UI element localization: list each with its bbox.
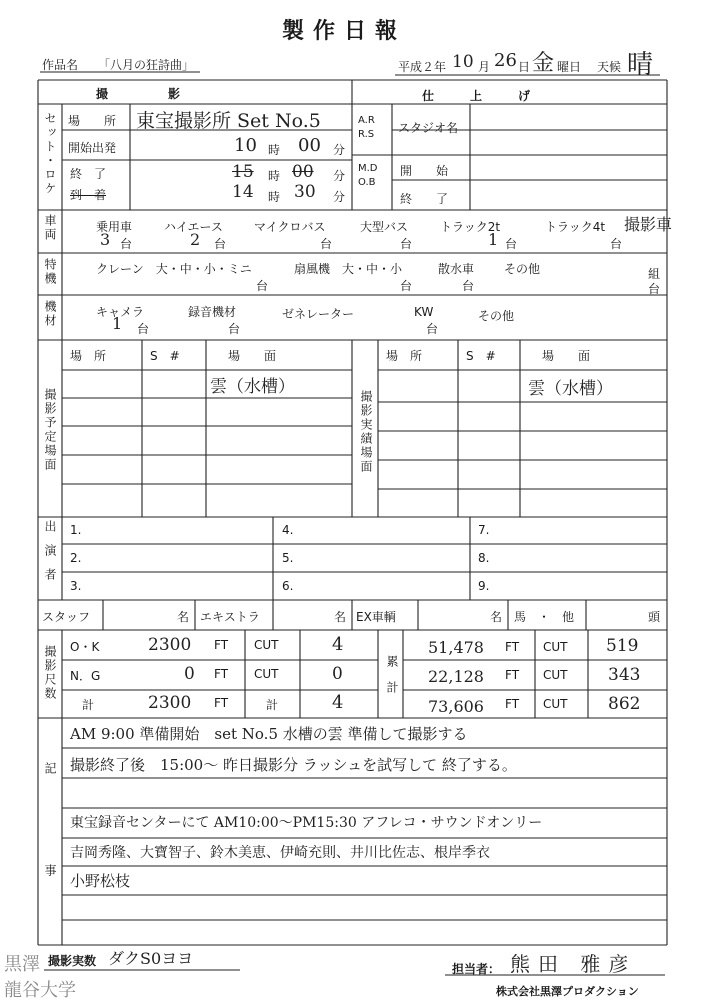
staff-unit: 名 [177,610,190,624]
date-month: 10 [452,52,474,72]
ng-total-ft: 22,128 [428,667,484,686]
place-value: 東宝撮影所 Set No.5 [136,110,321,132]
vehicle-sedan-unit: 台 [120,237,133,251]
ok-label: O・K [70,640,100,654]
ok-ft-unit: FT [214,638,229,652]
end-min: 30 [294,182,316,202]
date-weekday-unit: 曜日 [557,60,582,74]
equipment-label: 機材 [43,300,57,328]
arrive-label: 到 着 [70,188,107,202]
equip-kw: KW [414,305,434,319]
special-fan-unit: 台 [400,279,413,293]
special-other-unit-2: 台 [648,282,661,296]
ng-ft-unit: FT [214,667,229,681]
vehicle-truck2t-count: 1 [488,230,499,249]
sum-cut-label: 計 [266,698,279,712]
planned-place-header: 場 所 [70,349,107,363]
note-line-5: 吉岡秀隆、大寶智子、鈴木美恵、伊崎充則、井川比佐志、根岸季衣 [70,845,490,861]
actual-scenes-label: 撮影実績場面 [359,390,373,474]
cast-5: 5. [282,551,294,565]
vehicle-hiace-count: 2 [190,230,201,249]
equip-other: その他 [478,309,515,323]
weather-value: 晴 [627,50,654,80]
start-hour-unit: 時 [268,143,281,157]
actual-days-value: ダクS0ヨヨ [108,949,194,968]
special-other-unit: 組 [648,267,661,281]
sum-label: 計 [82,698,95,712]
ex-vehicle-unit: 名 [490,610,503,624]
person-name: 熊田 雅彦 [510,952,637,976]
person-label: 担当者： [452,962,501,976]
date-day: 26 [494,50,517,71]
set-loca-label: セット・ロケ [43,112,57,196]
ok-cut: 4 [332,634,344,655]
start-min: 00 [298,135,321,156]
date-month-unit: 月 [478,60,491,74]
vehicle-hiace: ハイエース [164,220,223,234]
note-line-6: 小野松枝 [70,872,131,890]
watermark-line1: 黒澤 [4,954,40,975]
ok-ft: 2300 [148,635,192,655]
end-hour-struck: 15 [232,162,254,182]
cast-3: 3. [70,579,82,593]
start-label: 開始出発 [68,141,117,155]
cast-label: 出演者 [43,520,57,592]
ng-total-ft-unit: FT [505,668,520,682]
end-label: 終 了 [70,167,107,181]
end-hour-unit-2: 時 [268,190,281,204]
sum-total-cut-unit: CUT [543,697,568,711]
cast-1: 1. [70,523,82,537]
actual-scene-header: 場 面 [542,349,591,363]
cast-9: 9. [478,579,490,593]
actual-s-header: S # [466,349,496,363]
company-name: 株式会社黒澤プロダクション [496,985,639,998]
extra-unit: 名 [334,610,347,624]
special-other: その他 [504,262,541,276]
staff-label: スタッフ [42,610,91,624]
cast-2: 2. [70,551,82,565]
sum-ft: 2300 [148,693,192,713]
special-fan: 扇風機 大・中・小 [294,262,403,276]
work-label: 作品名 [42,58,79,72]
vehicle-truck2t: トラック2t [440,220,501,234]
equip-sound-unit: 台 [228,322,241,336]
end-hour-unit: 時 [268,169,281,183]
vehicle-sedan: 乗用車 [96,220,133,234]
equip-sound: 録音機材 [188,305,237,319]
sum-ft-unit: FT [214,696,229,710]
cast-8: 8. [478,551,490,565]
finish-open-label: 開 始 [400,164,449,178]
vehicle-hiace-unit: 台 [214,237,227,251]
end-min-struck: 00 [292,162,314,182]
actual-place-header: 場 所 [386,349,423,363]
cast-4: 4. [282,523,294,537]
place-label: 場 所 [68,114,117,128]
vehicle-bigbus-unit: 台 [400,237,413,251]
note-line-4: 東宝録音センターにて AM10:00〜PM15:30 アフレコ・サウンドオンリー [70,815,543,831]
work-title: 「八月の狂詩曲」 [98,58,195,72]
special-water: 散水車 [438,262,475,276]
planned-s-header: S # [150,349,180,363]
vehicle-microbus: マイクロバス [254,220,326,234]
ng-cut-unit: CUT [254,667,279,681]
studio-label: スタジオ名 [398,121,459,135]
sum-total-ft: 73,606 [428,697,484,716]
note-line-2: 撮影終了後 15:00〜 昨日撮影分 ラッシュを試写して 終了する。 [70,756,517,774]
equip-camera-unit: 台 [137,322,150,336]
planned-scene-value: 雲（水槽） [210,377,295,397]
special-crane-unit: 台 [256,279,269,293]
vehicle-note: 撮影車 [624,215,673,234]
end-min-unit-2: 分 [333,190,346,204]
ng-ft: 0 [184,664,195,684]
horse-unit: 頭 [648,610,661,624]
equip-generator: ゼネレーター [282,307,355,321]
notes-label: 記事 [43,762,57,966]
ar-rs-label: A.R R.S [358,115,375,140]
equip-camera: キャメラ [96,305,145,319]
ok-total-cut-unit: CUT [543,640,568,654]
vehicle-microbus-unit: 台 [320,237,333,251]
vehicle-truck4t-unit: 台 [610,237,623,251]
page-title: 製作日報 [282,19,407,44]
ex-vehicle-label: EX車輌 [356,610,396,624]
actual-days-label: 撮影実数 [48,954,97,968]
special-water-unit: 台 [462,279,475,293]
equip-kw-unit: 台 [426,322,439,336]
weather-label: 天候 [597,60,622,74]
special-crane: クレーン 大・中・小・ミニ [96,262,252,276]
finish-close-label: 終 了 [400,192,449,206]
sum-cut: 4 [332,692,344,713]
actual-scene-value: 雲（水槽） [528,379,613,399]
horse-label: 馬 ・ 他 [514,610,575,624]
end-hour: 14 [232,182,254,202]
planned-scene-header: 場 面 [228,349,277,363]
start-min-unit: 分 [333,143,346,157]
note-line-1: AM 9:00 準備開始 set No.5 水槽の雲 準備して撮影する [70,725,468,743]
vehicle-bigbus: 大型バス [360,220,409,234]
footage-label: 撮影尺数 [43,645,57,701]
section-finishing: 仕 上 げ [422,89,531,103]
watermark-line2: 龍谷大学 [4,980,76,1001]
sum-total-cut: 862 [608,694,641,714]
cumulative-label: 累計 [385,655,399,707]
section-shooting: 撮 影 [96,87,181,101]
planned-scenes-label: 撮影予定場面 [43,388,57,472]
special-label: 特機 [43,258,57,286]
ok-cut-unit: CUT [254,638,279,652]
vehicles-label: 車両 [43,214,57,242]
cast-7: 7. [478,523,490,537]
md-ob-label: M.D O.B [358,163,378,188]
ng-total-cut: 343 [608,665,641,685]
ok-total-ft-unit: FT [505,640,520,654]
extra-label: エキストラ [200,610,260,624]
ng-total-cut-unit: CUT [543,668,568,682]
ng-label: N．G [70,669,101,683]
date-era: 平成２年 [398,60,447,74]
date-day-unit: 日 [518,60,531,74]
ng-cut: 0 [332,664,343,684]
start-hour: 10 [234,135,257,156]
end-min-unit: 分 [333,169,346,183]
equip-camera-count: 1 [112,314,123,333]
ok-total-ft: 51,478 [428,638,484,657]
vehicle-truck4t: トラック4t [545,220,606,234]
date-weekday: 金 [532,51,555,76]
cast-6: 6. [282,579,294,593]
sum-total-ft-unit: FT [505,697,520,711]
vehicle-truck2t-unit: 台 [505,237,518,251]
ok-total-cut: 519 [606,636,639,656]
vehicle-sedan-count: 3 [100,230,111,249]
